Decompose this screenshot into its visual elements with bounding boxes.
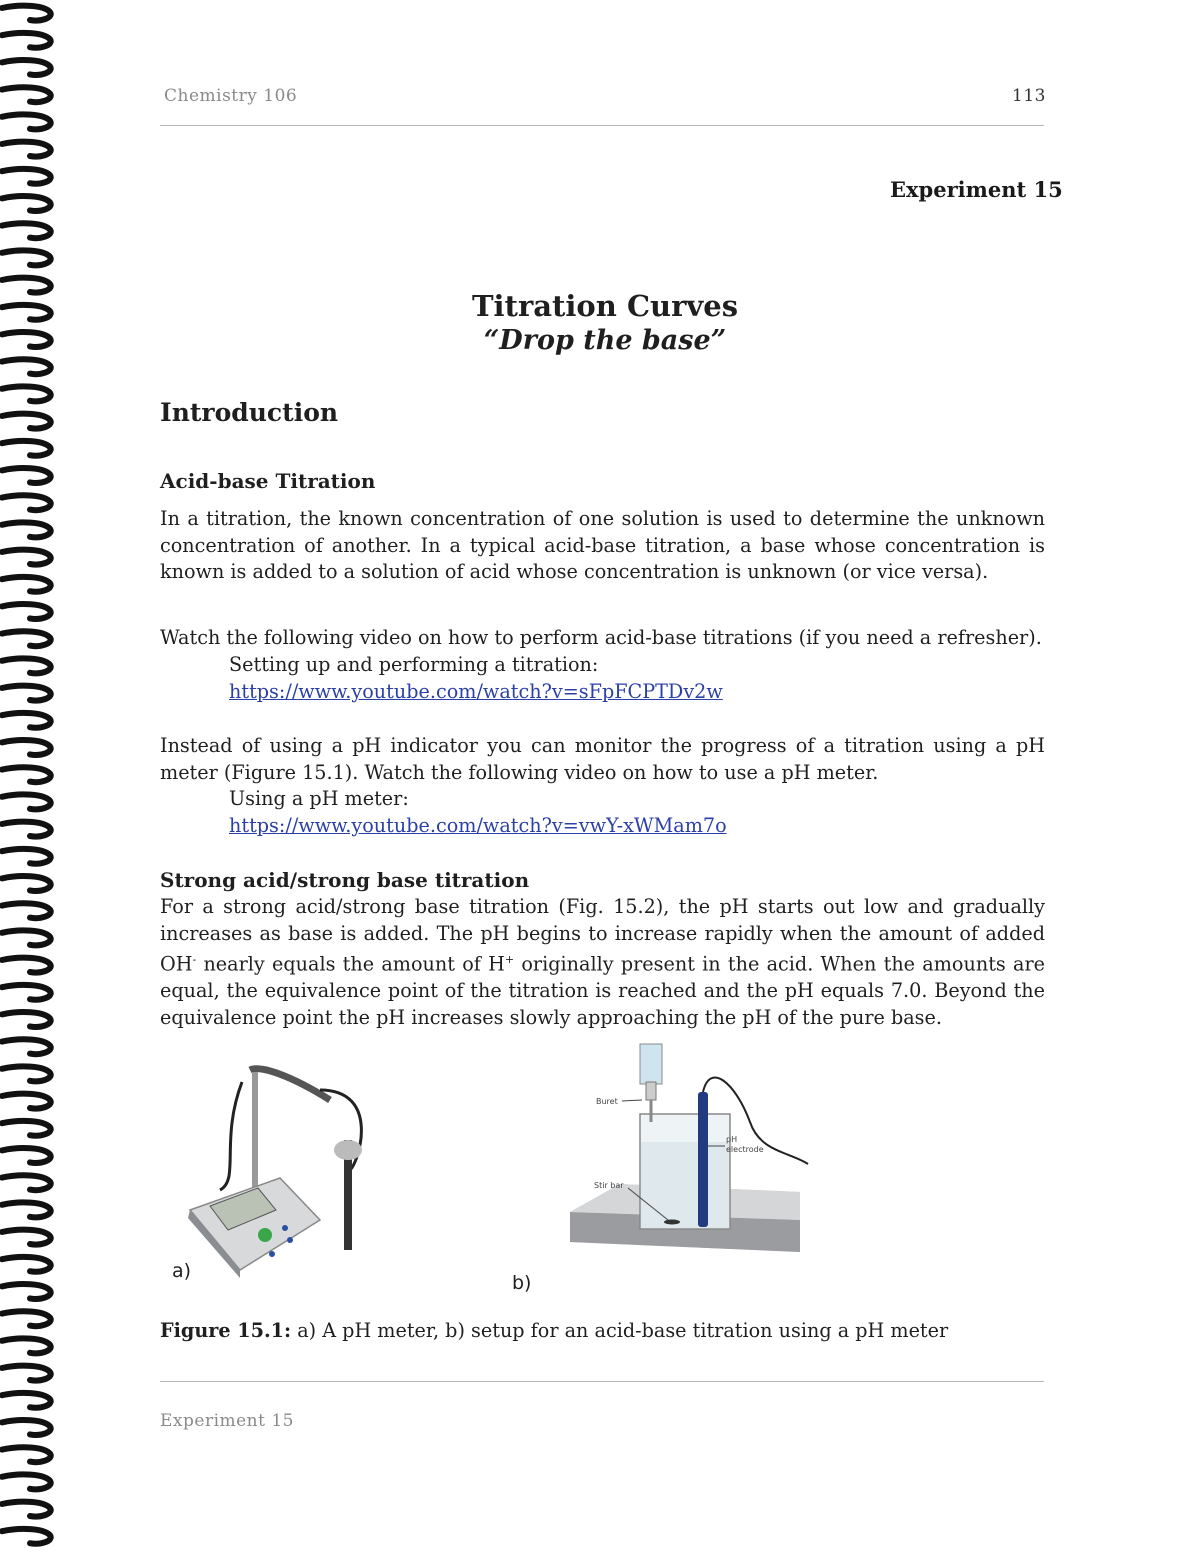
binding-coil bbox=[2, 1121, 51, 1136]
binding-coil bbox=[2, 1338, 51, 1353]
ph-meter-paragraph: Instead of using a pH indicator you can monitor the progress of a titration using a pH meter (Figure 15.1). Watch the following video on how to use a pH meter. bbox=[160, 734, 1045, 784]
ph-meter-illustration bbox=[180, 1060, 380, 1285]
meter-cable bbox=[220, 1082, 242, 1190]
binding-coil bbox=[2, 142, 51, 157]
page-title: Titration Curves bbox=[471, 289, 739, 323]
stir-bar-icon bbox=[664, 1220, 680, 1225]
binding-coil bbox=[2, 223, 51, 238]
footer-rule bbox=[160, 1381, 1044, 1382]
header-rule bbox=[160, 125, 1044, 126]
binding-coil bbox=[2, 1202, 51, 1217]
running-footer: Experiment 15 bbox=[160, 1411, 294, 1431]
meter-key-icon bbox=[287, 1237, 293, 1243]
strong-text-part1: For a strong acid/strong base titration (Fig. 15.2), the pH starts out low and gradually increases as base is added. The pH begins to increase rapidly when the amount of added OH bbox=[160, 895, 1045, 976]
binding-coil bbox=[2, 1474, 51, 1489]
buret bbox=[640, 1044, 662, 1084]
meter-key-icon bbox=[282, 1225, 288, 1231]
binding-coil bbox=[2, 414, 51, 429]
binding-coil bbox=[2, 1230, 51, 1245]
binding-coil bbox=[2, 930, 51, 945]
meter-key-icon bbox=[269, 1251, 275, 1257]
binding-coil bbox=[2, 822, 51, 837]
binding-coil bbox=[2, 1502, 51, 1517]
hydroxide-superscript: - bbox=[192, 953, 197, 967]
binding-coil bbox=[2, 631, 51, 646]
binding-coil bbox=[2, 604, 51, 619]
binding-coil bbox=[2, 985, 51, 1000]
binding-coil bbox=[2, 359, 51, 374]
video2-label: Using a pH meter: bbox=[229, 787, 409, 810]
binding-coil bbox=[2, 713, 51, 728]
binding-coil bbox=[2, 658, 51, 673]
binding-coil bbox=[2, 522, 51, 537]
video-intro-text: Watch the following video on how to perform acid-base titrations (if you need a refresher). bbox=[160, 626, 1042, 649]
binding-coil bbox=[2, 1148, 51, 1163]
binding-coil bbox=[2, 250, 51, 265]
figure-caption bbox=[160, 1319, 948, 1342]
binding-coil bbox=[2, 169, 51, 184]
binding-coil bbox=[2, 1094, 51, 1109]
acid-base-heading: Acid-base Titration bbox=[160, 469, 376, 493]
running-header-course: Chemistry 106 bbox=[164, 86, 298, 106]
binding-coil bbox=[2, 903, 51, 918]
strong-text-part3: originally present in the acid. When the amounts are equal, the equivalence point of the titration is reached and the pH equals 7.0. Beyond the equivalence point the pH increases slowly approaching the pH of the pure base. bbox=[160, 952, 1045, 1029]
power-button-icon bbox=[258, 1228, 272, 1242]
binding-coil bbox=[2, 1284, 51, 1299]
ph-electrode-icon bbox=[698, 1092, 708, 1227]
video1-label: Setting up and performing a titration: bbox=[229, 653, 599, 676]
buret-label: Buret bbox=[596, 1097, 618, 1106]
titration-setup-illustration bbox=[560, 1042, 810, 1282]
strong-text-part2: nearly equals the amount of H bbox=[196, 952, 505, 976]
binding-coil bbox=[2, 87, 51, 102]
binding-coil bbox=[2, 495, 51, 510]
electrode-holder bbox=[334, 1140, 362, 1160]
proton-superscript: + bbox=[504, 953, 515, 967]
ph-label: pH bbox=[726, 1135, 738, 1144]
binding-coil bbox=[2, 468, 51, 483]
stir-bar-label: Stir bar bbox=[594, 1181, 624, 1190]
binding-coil bbox=[2, 1257, 51, 1272]
binding-coil bbox=[2, 740, 51, 755]
binding-coil bbox=[2, 1066, 51, 1081]
buret-pointer bbox=[622, 1100, 642, 1101]
binding-coil bbox=[2, 386, 51, 401]
binding-coil bbox=[2, 794, 51, 809]
video2-link[interactable]: https://www.youtube.com/watch?v=vwY-xWMam7o bbox=[229, 814, 727, 837]
binding-coil bbox=[2, 1366, 51, 1381]
binding-coil bbox=[2, 767, 51, 782]
binding-coil bbox=[2, 441, 51, 456]
electrode-arm bbox=[250, 1069, 330, 1100]
beaker-solution bbox=[641, 1142, 729, 1228]
page-number: 113 bbox=[1012, 86, 1046, 106]
binding-coil bbox=[2, 196, 51, 211]
binding-coil bbox=[2, 1039, 51, 1054]
page-subtitle: “Drop the base” bbox=[483, 325, 727, 356]
binding-coil bbox=[2, 33, 51, 48]
binding-coil bbox=[2, 1012, 51, 1027]
binding-coil bbox=[2, 577, 51, 592]
buret-stopcock bbox=[646, 1082, 656, 1100]
binding-coil bbox=[2, 60, 51, 75]
panel-a-label: a) bbox=[172, 1260, 192, 1282]
binding-coil bbox=[2, 1447, 51, 1462]
experiment-label: Experiment 15 bbox=[890, 177, 1063, 202]
figure-caption-number: Figure 15.1: bbox=[160, 1319, 292, 1342]
binding-coil bbox=[2, 1311, 51, 1326]
binding-coil bbox=[2, 1175, 51, 1190]
binding-coil bbox=[2, 958, 51, 973]
binding-coil bbox=[2, 6, 51, 21]
introduction-heading: Introduction bbox=[160, 398, 339, 427]
binding-coil bbox=[2, 550, 51, 565]
binding-coil bbox=[2, 876, 51, 891]
binding-coil bbox=[2, 305, 51, 320]
binding-coil bbox=[2, 1420, 51, 1435]
strong-titration-paragraph bbox=[160, 894, 1045, 1031]
strong-titration-heading: Strong acid/strong base titration bbox=[160, 868, 530, 892]
panel-b-label: b) bbox=[512, 1272, 532, 1294]
binding-coil bbox=[2, 1529, 51, 1544]
binding-coil bbox=[2, 686, 51, 701]
video1-link[interactable]: https://www.youtube.com/watch?v=sFpFCPTDv2w bbox=[229, 680, 723, 703]
spiral-binding bbox=[0, 0, 62, 1553]
acid-base-paragraph: In a titration, the known concentration of one solution is used to determine the unknown concentration of another. In a typical acid-base titration, a base whose concentration is known is added to a solution of acid whose concentration is unknown (or vice versa). bbox=[160, 507, 1045, 584]
binding-coil bbox=[2, 332, 51, 347]
binding-coil bbox=[2, 278, 51, 293]
binding-coil bbox=[2, 114, 51, 129]
electrode-label: electrode bbox=[726, 1145, 764, 1154]
binding-coil bbox=[2, 849, 51, 864]
figure-caption-text: a) A pH meter, b) setup for an acid-base titration using a pH meter bbox=[291, 1319, 949, 1342]
binding-coil bbox=[2, 1393, 51, 1408]
